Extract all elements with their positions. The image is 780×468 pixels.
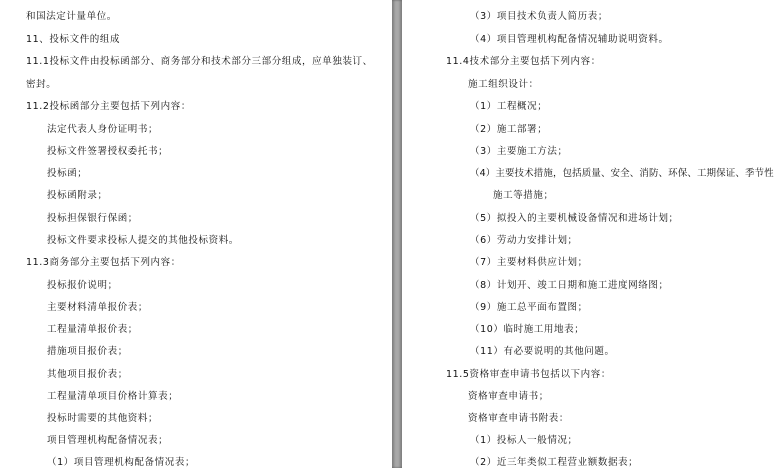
- section-heading: 11.5资格审查申请书包括以下内容：: [446, 369, 611, 380]
- text-line: 和国法定计量单位。: [26, 11, 117, 22]
- list-item: （6）劳动力安排计划；: [470, 235, 578, 246]
- list-item: （10）临时施工用地表；: [470, 324, 585, 335]
- list-item: 投标担保银行保函；: [47, 213, 138, 224]
- list-item: 投标时需要的其他资料；: [47, 413, 159, 424]
- page-gutter: [392, 0, 402, 468]
- text-line: 密封。: [26, 79, 57, 90]
- list-item: （7）主要材料供应计划；: [470, 257, 588, 268]
- list-item: （5）拟投入的主要机械设备情况和进场计划；: [470, 213, 679, 224]
- list-item: 工程量清单项目价格计算表；: [47, 391, 179, 402]
- list-item: （9）施工总平面布置图；: [470, 302, 588, 313]
- text-line: 资格审查申请书附表：: [468, 413, 570, 424]
- list-item: 项目管理机构配备情况表；: [47, 435, 169, 446]
- list-item: 投标报价说明；: [47, 280, 118, 291]
- list-item: （2）施工部署；: [470, 124, 548, 135]
- list-item: 投标函；: [47, 168, 88, 179]
- list-item: 主要材料清单报价表；: [47, 302, 149, 313]
- section-heading: 11.3商务部分主要包括下列内容：: [26, 257, 181, 268]
- list-item: 投标文件签署授权委托书；: [47, 146, 169, 157]
- list-item: （8）计划开、竣工日期和施工进度网络图；: [470, 280, 669, 291]
- text-line: 施工组织设计：: [468, 79, 539, 90]
- list-item: （4）项目管理机构配备情况辅助说明资料。: [470, 34, 669, 45]
- list-item-continuation: 施工等措施；: [493, 190, 554, 201]
- list-item: （3）项目技术负责人简历表；: [470, 11, 608, 22]
- list-item: （4）主要技术措施，包括质量、安全、消防、环保、工期保证、季节性: [470, 168, 774, 179]
- list-item: 其他项目报价表；: [47, 369, 128, 380]
- list-item: （1）项目管理机构配备情况表；: [47, 457, 196, 468]
- text-line: 11.1投标文件由投标函部分、商务部分和技术部分三部分组成，应单独装订、: [26, 56, 373, 67]
- section-heading: 11.4技术部分主要包括下列内容：: [446, 56, 601, 67]
- list-item: 投标函附录；: [47, 190, 108, 201]
- list-item: （1）工程概况；: [470, 101, 548, 112]
- section-heading: 11、投标文件的组成: [26, 34, 121, 45]
- list-item: 措施项目报价表；: [47, 346, 128, 357]
- list-item: 工程量清单报价表；: [47, 324, 138, 335]
- section-heading: 11.2投标函部分主要包括下列内容：: [26, 101, 191, 112]
- list-item: （3）主要施工方法；: [470, 146, 568, 157]
- list-item: 法定代表人身份证明书；: [47, 124, 159, 135]
- list-item: 投标文件要求投标人提交的其他投标资料。: [47, 235, 239, 246]
- text-line: 资格审查申请书；: [468, 391, 549, 402]
- list-item: （11）有必要说明的其他问题。: [470, 346, 615, 357]
- document-page-right: [402, 0, 780, 468]
- list-item: （1）投标人一般情况；: [470, 435, 578, 446]
- list-item: （2）近三年类似工程营业额数据表；: [470, 457, 639, 468]
